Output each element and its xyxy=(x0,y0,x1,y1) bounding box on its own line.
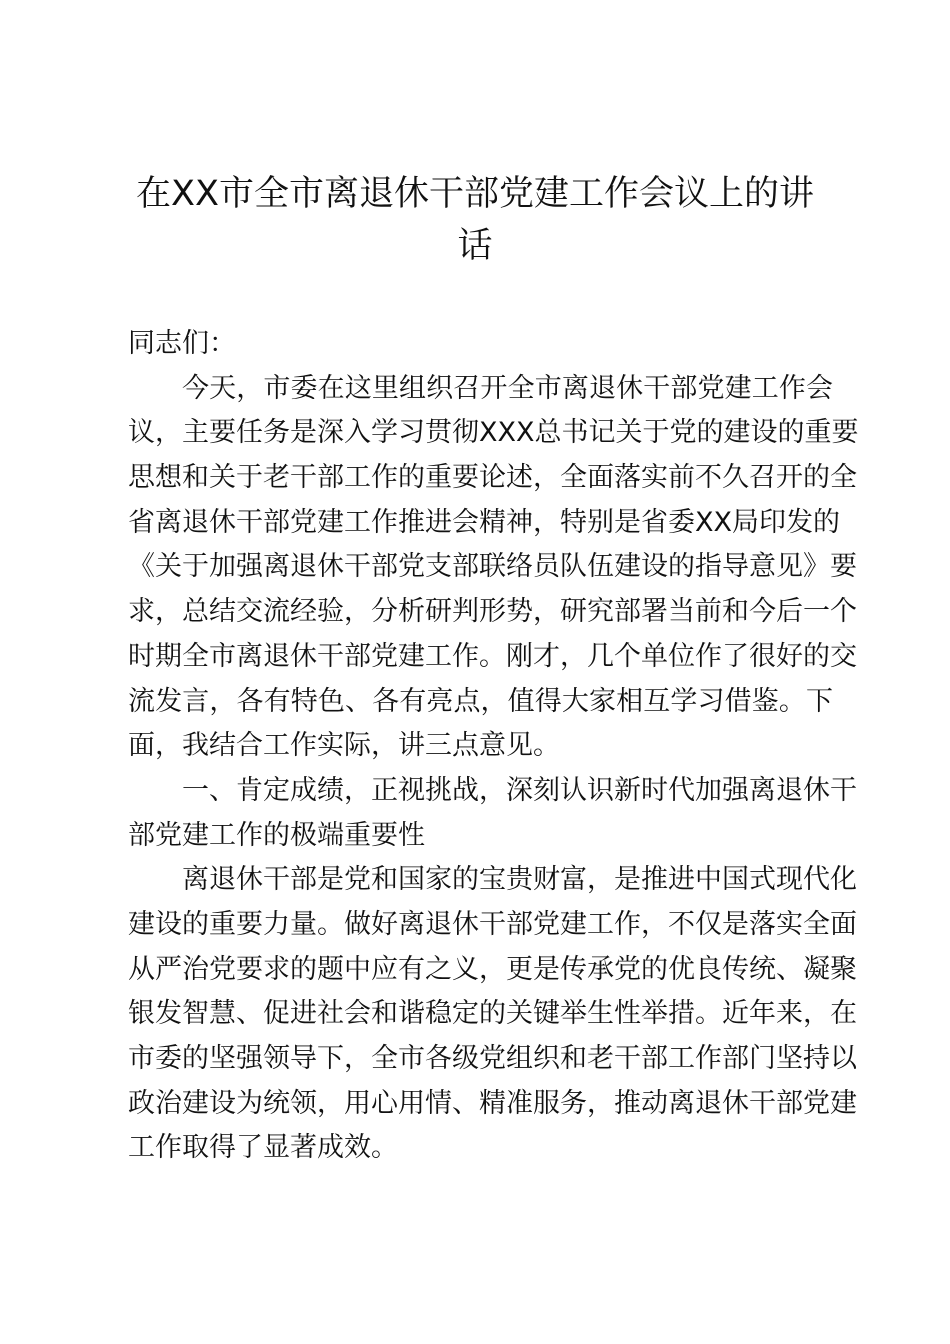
text-line: 政治建设为统领，用心用情、精准服务，推动离退休干部党建 xyxy=(128,1087,857,1119)
section-heading xyxy=(128,769,857,858)
page-title xyxy=(110,168,840,272)
paragraph xyxy=(128,367,859,769)
document-body xyxy=(128,322,859,1171)
text-line: 银发智慧、促进社会和谐稳定的关键举生性举措。近年来，在 xyxy=(128,998,857,1030)
title-line: 在XX市全市离退休干部党建工作会议上的讲 xyxy=(136,174,814,214)
salutation: 同志们： xyxy=(128,328,236,359)
text-line: 议，主要任务是深入学习贯彻XXX总书记关于党的建设的重要 xyxy=(128,417,859,449)
title-line: 话 xyxy=(457,226,493,266)
text-line: 省离退休干部党建工作推进会精神，特别是省委XX局印发的 xyxy=(128,506,840,538)
paragraph xyxy=(128,858,857,1171)
text-line: 求，总结交流经验，分析研判形势，研究部署当前和今后一个 xyxy=(128,596,857,628)
text-line: 市委的坚强领导下，全市各级党组织和老干部工作部门坚持以 xyxy=(128,1043,857,1074)
text-line: 《关于加强离退休干部党支部联络员队伍建设的指导意见》要 xyxy=(128,551,857,583)
text-line: 时期全市离退休干部党建工作。刚才，几个单位作了很好的交 xyxy=(128,640,857,672)
text-line: 建设的重要力量。做好离退休干部党建工作，不仅是落实全面 xyxy=(128,908,857,940)
text-line: 离退休干部是党和国家的宝贵财富，是推进中国式现代化 xyxy=(182,864,857,896)
text-line: 思想和关于老干部工作的重要论述，全面落实前不久召开的全 xyxy=(128,462,857,494)
text-line: 一、肯定成绩，正视挑战，深刻认识新时代加强离退休干 xyxy=(182,774,857,806)
text-line: 流发言，各有特色、各有亮点，值得大家相互学习借鉴。下 xyxy=(128,685,833,717)
text-line: 从严治党要求的题中应有之义，更是传承党的优良传统、凝聚 xyxy=(128,953,857,985)
text-line: 面，我结合工作实际，讲三点意见。 xyxy=(128,730,560,762)
text-line: 工作取得了显著成效。 xyxy=(128,1132,398,1164)
text-line: 部党建工作的极端重要性 xyxy=(128,819,425,851)
text-line: 今天，市委在这里组织召开全市离退休干部党建工作会 xyxy=(182,372,833,404)
